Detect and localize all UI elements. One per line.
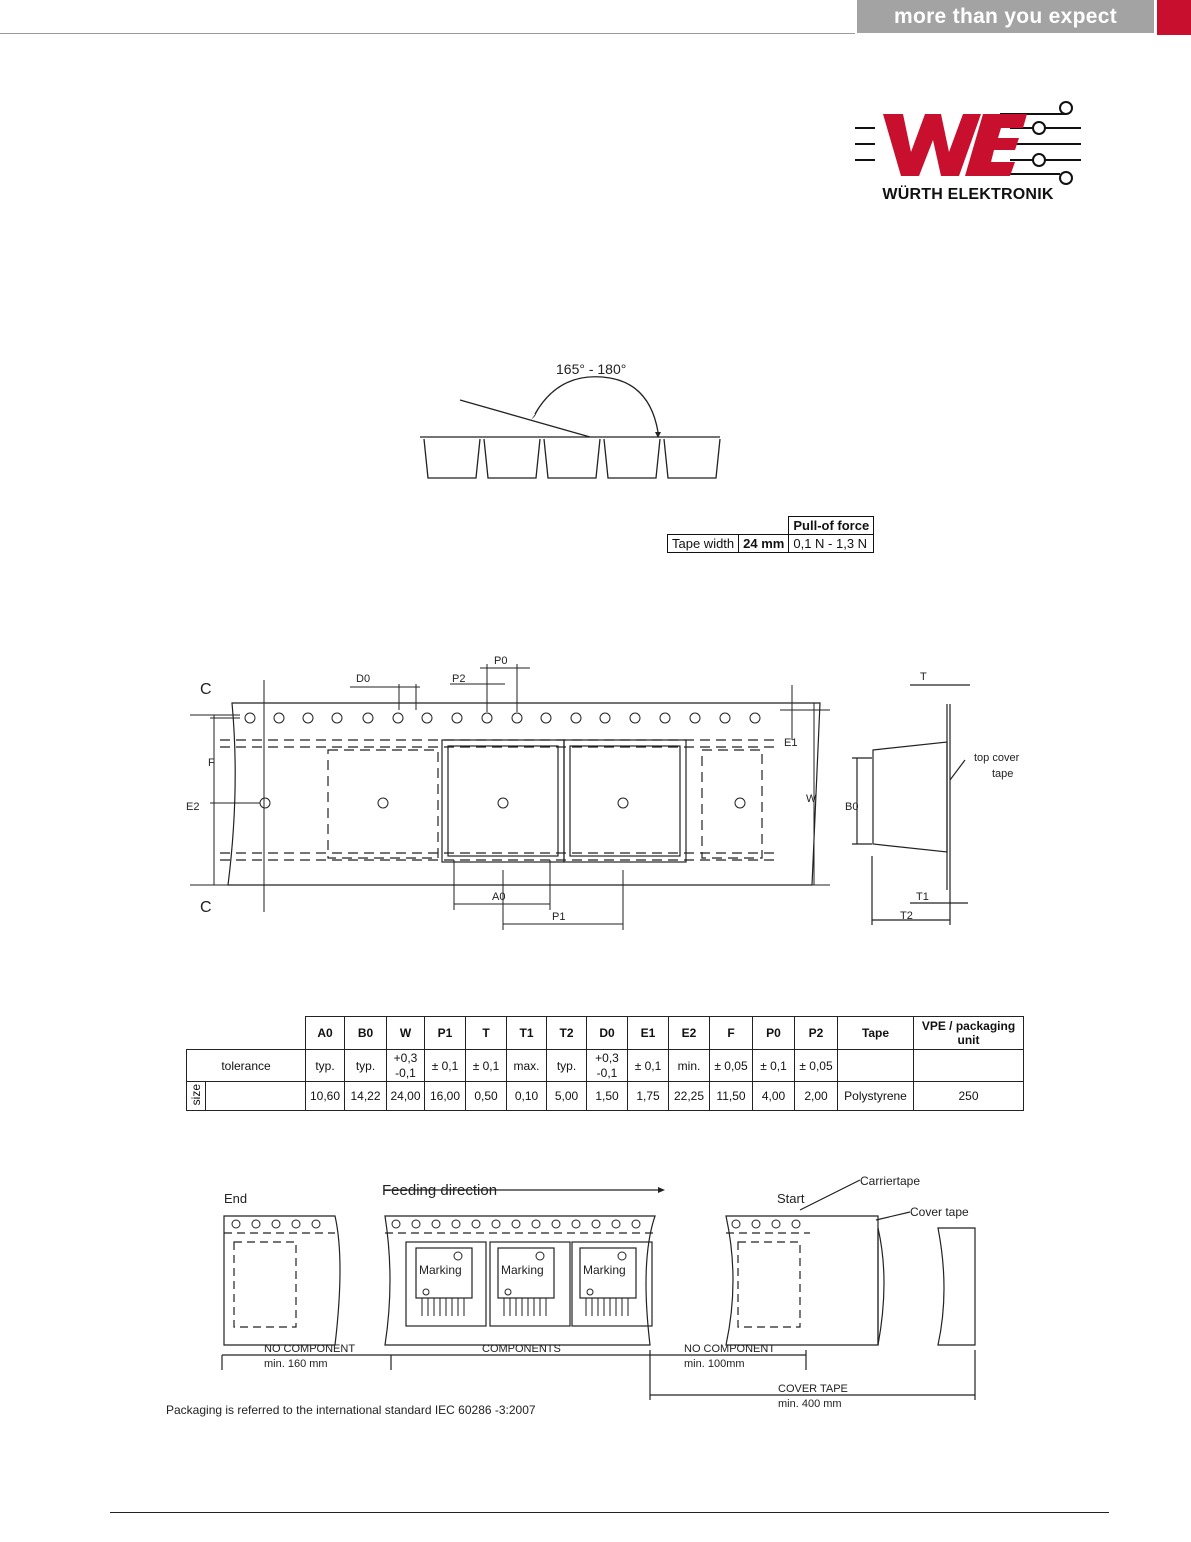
label-t1: T1 bbox=[916, 891, 929, 903]
section-c-top: C bbox=[200, 681, 212, 698]
marking-label-2: Marking bbox=[501, 1263, 544, 1277]
tol-d0: +0,3 -0,1 bbox=[587, 1050, 628, 1082]
carrier-tape-drawing bbox=[180, 640, 1020, 940]
label-w: W bbox=[806, 793, 817, 805]
no-component-start-label: NO COMPONENT bbox=[684, 1343, 776, 1355]
header-rule bbox=[0, 33, 855, 34]
no-component-end-label: NO COMPONENT bbox=[264, 1343, 356, 1355]
header-w: W bbox=[387, 1017, 425, 1050]
tol-w: +0,3 -0,1 bbox=[387, 1050, 425, 1082]
pull-force-value: 0,1 N - 1,3 N bbox=[789, 535, 874, 553]
size-tape: Polystyrene bbox=[838, 1082, 914, 1111]
tol-a0: typ. bbox=[306, 1050, 345, 1082]
tol-e1: ± 0,1 bbox=[628, 1050, 669, 1082]
size-w: 24,00 bbox=[387, 1082, 425, 1111]
size-t1: 0,10 bbox=[507, 1082, 547, 1111]
size-t2: 5,00 bbox=[547, 1082, 587, 1111]
header-tape: Tape bbox=[838, 1017, 914, 1050]
components-label: COMPONENTS bbox=[482, 1343, 561, 1355]
tolerance-row bbox=[187, 1050, 1024, 1082]
label-e1: E1 bbox=[784, 737, 798, 749]
tol-tape bbox=[838, 1050, 914, 1082]
size-d0: 1,50 bbox=[587, 1082, 628, 1111]
no-component-end-min: min. 160 mm bbox=[264, 1358, 328, 1370]
iec-footnote: Packaging is referred to the international standard IEC 60286 -3:2007 bbox=[166, 1403, 536, 1417]
header-p1: P1 bbox=[425, 1017, 466, 1050]
cover-tape-min-value: min. 400 mm bbox=[778, 1398, 842, 1410]
label-p0: P0 bbox=[494, 655, 508, 667]
end-label: End bbox=[224, 1191, 248, 1206]
size-b0: 14,22 bbox=[345, 1082, 387, 1111]
logo-wordmark: WÜRTH ELEKTRONIK bbox=[882, 186, 1054, 203]
label-t: T bbox=[920, 671, 927, 683]
tol-t1: max. bbox=[507, 1050, 547, 1082]
footer-rule bbox=[110, 1512, 1109, 1513]
size-p2: 2,00 bbox=[795, 1082, 838, 1111]
feeding-direction-label: Feeding direction bbox=[382, 1182, 498, 1199]
header-p0: P0 bbox=[753, 1017, 795, 1050]
tol-t2: typ. bbox=[547, 1050, 587, 1082]
tol-p0: ± 0,1 bbox=[753, 1050, 795, 1082]
tol-b0: typ. bbox=[345, 1050, 387, 1082]
label-p1: P1 bbox=[552, 911, 566, 923]
label-b0: B0 bbox=[845, 801, 859, 813]
label-t2: T2 bbox=[900, 910, 913, 922]
header-t2: T2 bbox=[547, 1017, 587, 1050]
label-p2: P2 bbox=[452, 673, 466, 685]
we-logo-mark bbox=[855, 100, 1087, 186]
dimension-header-row bbox=[187, 1017, 1024, 1050]
label-d0: D0 bbox=[356, 673, 371, 685]
size-p1: 16,00 bbox=[425, 1082, 466, 1111]
dimension-table bbox=[186, 1016, 1024, 1111]
brand-red-block bbox=[1157, 0, 1191, 35]
header-d0: D0 bbox=[587, 1017, 628, 1050]
wurth-logo bbox=[855, 100, 1087, 210]
size-row bbox=[187, 1082, 1024, 1111]
header-vpe: VPE / packaging unit bbox=[914, 1017, 1024, 1050]
tagline: more than you expect bbox=[857, 0, 1154, 33]
header-e1: E1 bbox=[628, 1017, 669, 1050]
tol-vpe bbox=[914, 1050, 1024, 1082]
no-component-start-min: min. 100mm bbox=[684, 1358, 745, 1370]
tol-t: ± 0,1 bbox=[466, 1050, 507, 1082]
label-e2: E2 bbox=[186, 801, 200, 813]
size-a0: 10,60 bbox=[306, 1082, 345, 1111]
size-vpe: 250 bbox=[914, 1082, 1024, 1111]
marking-label-1: Marking bbox=[419, 1263, 462, 1277]
size-e2: 22,25 bbox=[669, 1082, 710, 1111]
pull-force-header: Pull-of force bbox=[789, 517, 874, 535]
size-p0: 4,00 bbox=[753, 1082, 795, 1111]
section-c-bottom: C bbox=[200, 899, 212, 916]
cover-tape-label: Cover tape bbox=[910, 1205, 969, 1219]
tol-p1: ± 0,1 bbox=[425, 1050, 466, 1082]
tolerance-label: tolerance bbox=[187, 1050, 306, 1082]
tol-f: ± 0,05 bbox=[710, 1050, 753, 1082]
tol-p2: ± 0,05 bbox=[795, 1050, 838, 1082]
header-e2: E2 bbox=[669, 1017, 710, 1050]
tape-width-value: 24 mm bbox=[739, 535, 789, 553]
header-t1: T1 bbox=[507, 1017, 547, 1050]
reel-layout-drawing bbox=[160, 1170, 990, 1420]
size-label: size bbox=[189, 1083, 203, 1106]
top-cover-tape-label-2: tape bbox=[992, 768, 1014, 780]
carriertape-label: Carriertape bbox=[860, 1174, 921, 1188]
cover-tape-min-label: COVER TAPE bbox=[778, 1383, 848, 1395]
tol-e2: min. bbox=[669, 1050, 710, 1082]
label-f: F bbox=[208, 757, 215, 769]
marking-label-3: Marking bbox=[583, 1263, 626, 1277]
pull-force-table bbox=[667, 516, 874, 553]
size-f: 11,50 bbox=[710, 1082, 753, 1111]
size-e1: 1,75 bbox=[628, 1082, 669, 1111]
header-p2: P2 bbox=[795, 1017, 838, 1050]
header-f: F bbox=[710, 1017, 753, 1050]
start-label: Start bbox=[777, 1191, 805, 1206]
size-t: 0,50 bbox=[466, 1082, 507, 1111]
label-a0: A0 bbox=[492, 891, 506, 903]
header-b0: B0 bbox=[345, 1017, 387, 1050]
peel-angle-label: 165° - 180° bbox=[556, 361, 627, 377]
header-t: T bbox=[466, 1017, 507, 1050]
header-a0: A0 bbox=[306, 1017, 345, 1050]
top-cover-tape-label-1: top cover bbox=[974, 752, 1020, 764]
peel-angle-diagram bbox=[410, 350, 730, 490]
tape-width-label: Tape width bbox=[668, 535, 739, 553]
size-label-cell bbox=[187, 1082, 206, 1111]
